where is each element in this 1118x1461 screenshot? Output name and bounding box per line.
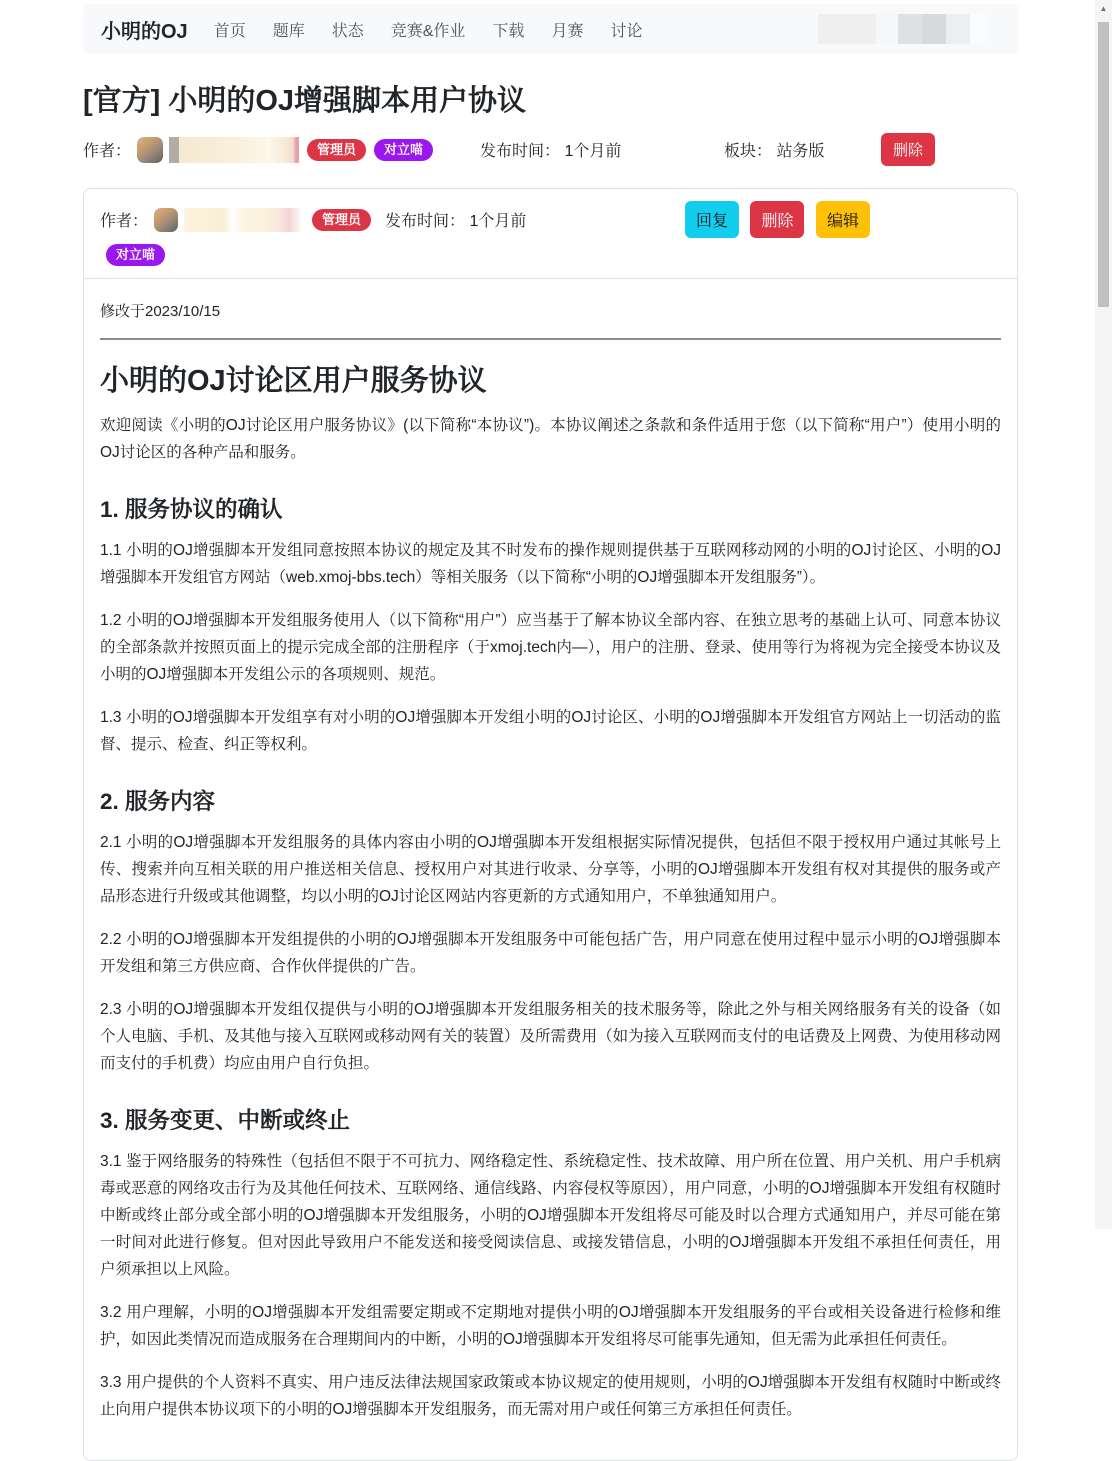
board-value: 站务版 [776, 143, 825, 160]
post-board-group [724, 138, 881, 161]
blur-block [818, 14, 876, 44]
cat-badge: 对立喵 [374, 139, 433, 161]
section-2-paragraph: 2.2 小明的OJ增强脚本开发组提供的小明的OJ增强脚本开发组服务中可能包括广告，用户同意在使用过程中显示小明的OJ增强脚本开发组和第三方供应商、合作伙伴提供的广告。 [100, 931, 1001, 975]
section-2-heading: 2. 服务内容 [100, 789, 216, 814]
section-3-paragraph: 3.1 鉴于网络服务的特殊性（包括但不限于不可抗力、网络稳定性、系统稳定性、技术故障、用户所在位置、用户关机、用户手机病毒或恶意的网络攻击行为及其他任何技术、互联网络、通信线路、内容侵权等原因），用户同意，小明的OJ增强脚本开发组有权随时中断或终止部分或全部小明的OJ增强脚本开发组服务，小明的OJ增强脚本开发组将尽可能及时以合理方式通知用户，并尽可能在第一时间对此进行修复。但对因此导致用户不能发送和接受阅读信息、或接发错信息，小明的OJ增强脚本开发组不承担任何责任，用户须承担以上风险。 [100, 1153, 1001, 1278]
scroll-up-icon: ▲ [1099, 4, 1108, 13]
reply-card-body [84, 279, 1017, 1460]
nav-item-contests[interactable]: 竞赛&作业 [390, 22, 466, 40]
section-3-paragraph: 3.3 用户提供的个人资料不真实、用户违反法律法规国家政策或本协议规定的使用规则，小明的OJ增强脚本开发组有权随时中断或终止向用户提供本协议项下的小明的OJ增强脚本开发组服务，而无需对用户或任何第三方承担任何责任。 [100, 1374, 1001, 1418]
delete-reply-button[interactable]: 删除 [750, 201, 804, 238]
section-1-paragraph: 1.3 小明的OJ增强脚本开发组享有对小明的OJ增强脚本开发组小明的OJ讨论区、小明的OJ增强脚本开发组官方网站上一切活动的监督、提示、检查、纠正等权利。 [100, 709, 1001, 753]
divider [100, 338, 1001, 340]
reply-card-header [84, 189, 1017, 279]
section-1-paragraph: 1.2 小明的OJ增强脚本开发组服务使用人（以下简称“用户”）应当基于了解本协议全部内容、在独立思考的基础上认可、同意本协议的全部条款并按照页面上的提示完成全部的注册程序（于xmoj.tech内—），用户的注册、登录、使用等行为将视为完全接受本协议及小明的OJ增强脚本开发组公示的各项规则、规范。 [100, 612, 1001, 683]
section-3-paragraph: 3.2 用户理解，小明的OJ增强脚本开发组需要定期或不定期地对提供小明的OJ增强脚本开发组服务的平台或相关设备进行检修和维护，如因此类情况而造成服务在合理期间内的中断，小明的OJ增强脚本开发组将尽可能事先通知，但无需为此承担任何责任。 [100, 1304, 1001, 1348]
publish-time: 1个月前 [469, 213, 527, 230]
section-2-paragraph: 2.3 小明的OJ增强脚本开发组仅提供与小明的OJ增强脚本开发组服务相关的技术服务等，除此之外与相关网络服务有关的设备（如个人电脑、手机、及其他与接入互联网或移动网有关的装置）及所需费用（如为接入互联网而支付的电话费及上网费、为使用移动网而支付的手机费）均应由用户自行负担。 [100, 1001, 1001, 1072]
post-meta-row [83, 133, 1018, 166]
publish-time: 1个月前 [564, 143, 622, 160]
author-label: 作者： [100, 213, 149, 230]
blur-block [898, 14, 922, 44]
section-1-paragraph: 1.1 小明的OJ增强脚本开发组同意按照本协议的规定及其不时发布的操作规则提供基于互联网移动网的小明的OJ讨论区、小明的OJ增强脚本开发组官方网站（web.xmoj-bbs.tech）等相关服务（以下简称“小明的OJ增强脚本开发组服务”）。 [100, 542, 1001, 586]
section-3-heading: 3. 服务变更、中断或终止 [100, 1108, 351, 1133]
blur-block [946, 14, 970, 44]
blur-block [970, 14, 986, 44]
modified-note: 修改于2023/10/15 [100, 303, 221, 320]
section-2-paragraph: 2.1 小明的OJ增强脚本开发组服务的具体内容由小明的OJ增强脚本开发组根据实际情况提供，包括但不限于授权用户通过其帐号上传、搜索并向互相关联的用户推送相关信息、授权用户对其进行收录、分享等，小明的OJ增强脚本开发组有权对其提供的服务或产品形态进行升级或其他调整，均以小明的OJ讨论区网站内容更新的方式通知用户，不单独通知用户。 [100, 834, 1001, 905]
page-container [83, 0, 1018, 1461]
nav-item-home[interactable]: 首页 [213, 22, 246, 40]
blurred-user-area[interactable] [818, 4, 1000, 54]
post-publish-group [480, 138, 724, 161]
navbar [83, 4, 1018, 54]
scrollbar[interactable] [1095, 0, 1112, 1229]
section-1-heading: 1. 服务协议的确认 [100, 497, 283, 522]
blur-block [922, 14, 946, 44]
reply-header-row [100, 201, 1001, 238]
delete-post-button[interactable]: 删除 [881, 133, 935, 166]
author-label: 作者： [83, 143, 132, 160]
post-author-group [83, 137, 480, 163]
avatar[interactable] [154, 208, 178, 232]
admin-badge: 管理员 [312, 209, 371, 231]
cat-badge: 对立喵 [106, 244, 165, 266]
reply-author-group [100, 208, 385, 232]
admin-badge: 管理员 [307, 139, 366, 161]
nav-item-status[interactable]: 状态 [331, 22, 364, 40]
nav-item-problems[interactable]: 题库 [272, 22, 305, 40]
board-label: 板块： [724, 143, 773, 160]
reply-buttons-group [685, 201, 870, 238]
document-intro: 欢迎阅读《小明的OJ讨论区用户服务协议》(以下简称“本协议”)。本协议阐述之条款和条件适用于您（以下简称“用户”）使用小明的OJ讨论区的各种产品和服务。 [100, 417, 1001, 461]
avatar[interactable] [137, 137, 163, 163]
post-title: [官方] 小明的OJ增强脚本用户协议 [83, 85, 527, 117]
scroll-up-button[interactable] [1095, 0, 1112, 17]
nav-item-monthly[interactable]: 月赛 [551, 22, 584, 40]
nav-item-download[interactable]: 下载 [492, 22, 525, 40]
reply-button[interactable]: 回复 [685, 201, 739, 238]
reply-badge-row [100, 244, 1001, 266]
reply-publish-group [385, 208, 685, 231]
blur-block [876, 14, 898, 44]
document-title: 小明的OJ讨论区用户服务协议 [100, 365, 487, 397]
reply-card [83, 188, 1018, 1461]
blurred-username[interactable] [169, 137, 299, 163]
publish-label: 发布时间： [480, 143, 561, 160]
publish-label: 发布时间： [385, 213, 466, 230]
blurred-username[interactable] [184, 208, 302, 232]
scrollbar-thumb[interactable] [1098, 22, 1109, 307]
edit-reply-button[interactable]: 编辑 [816, 201, 870, 238]
brand-logo[interactable]: 小明的OJ [101, 20, 188, 43]
nav-item-discuss[interactable]: 讨论 [610, 22, 643, 40]
